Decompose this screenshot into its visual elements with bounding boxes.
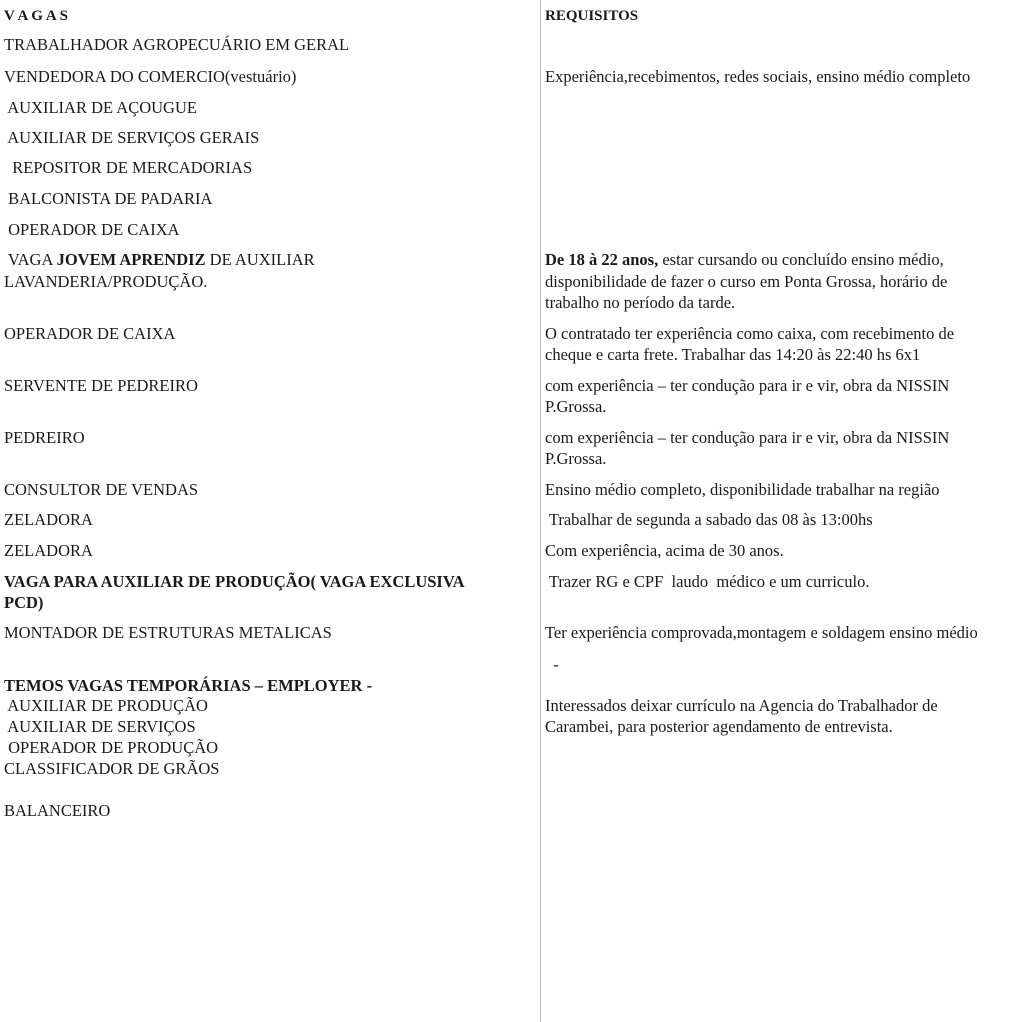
- requisito-text: estar cursando ou concluído ensino médio,: [658, 250, 944, 269]
- requisito-jovem-aprendiz: [545, 249, 1024, 270]
- requisito-item: Experiência,recebimentos, redes sociais, ensino médio completo: [545, 67, 971, 86]
- requisitos-header: REQUISITOS: [545, 8, 639, 24]
- vaga-item: VENDEDORA DO COMERCIO(vestuário): [4, 67, 297, 86]
- requisito-item: Com experiência, acima de 30 anos.: [545, 541, 784, 560]
- vaga-item: SERVENTE DE PEDREIRO: [4, 376, 198, 395]
- vaga-highlight: JOVEM APRENDIZ: [56, 250, 206, 269]
- requisito-item: com experiência – ter condução para ir e vir, obra da NISSIN: [545, 376, 950, 395]
- temporaria-item: AUXILIAR DE PRODUÇÃO: [4, 696, 208, 715]
- vaga-item: PEDREIRO: [4, 428, 85, 447]
- temporaria-item: OPERADOR DE PRODUÇÃO: [4, 738, 219, 757]
- vaga-text: VAGA: [4, 250, 57, 269]
- vaga-item: ZELADORA: [4, 541, 93, 560]
- requisito-item: Trabalhar de segunda a sabado das 08 às 13:00hs: [545, 510, 873, 529]
- interessados-line1: Interessados deixar currículo na Agencia do Trabalhador de: [545, 696, 938, 715]
- interessados-line2: Carambei, para posterior agendamento de entrevista.: [545, 717, 893, 736]
- vaga-text: DE AUXILIAR: [205, 250, 315, 269]
- requisito-line2: cheque e carta frete. Trabalhar das 14:20 às 22:40 hs 6x1: [545, 345, 921, 364]
- requisito-item: com experiência – ter condução para ir e vir, obra da NISSIN: [545, 428, 950, 447]
- balanceiro-item: BALANCEIRO: [4, 801, 111, 820]
- requisito-item: O contratado ter experiência como caixa, com recebimento de: [545, 324, 955, 343]
- vaga-item: ZELADORA: [4, 510, 93, 529]
- column-divider: [540, 0, 541, 1022]
- vagas-header: V A G A S: [4, 8, 68, 24]
- vaga-item-line2: LAVANDERIA/PRODUÇÃO.: [4, 272, 208, 291]
- requisito-line3: trabalho no período da tarde.: [545, 293, 736, 312]
- temporaria-item: AUXILIAR DE SERVIÇOS: [4, 717, 196, 736]
- vaga-item: OPERADOR DE CAIXA: [4, 324, 176, 343]
- vaga-item: OPERADOR DE CAIXA: [4, 220, 180, 239]
- vaga-item: BALCONISTA DE PADARIA: [4, 189, 213, 208]
- vaga-item: AUXILIAR DE SERVIÇOS GERAIS: [4, 128, 260, 147]
- vaga-pcd: VAGA PARA AUXILIAR DE PRODUÇÃO( VAGA EXCLUSIVA: [4, 572, 465, 591]
- requisito-highlight: De 18 à 22 anos,: [545, 250, 659, 269]
- requisito-item: Trazer RG e CPF laudo médico e um curriculo.: [545, 572, 870, 591]
- vaga-item: TRABALHADOR AGROPECUÁRIO EM GERAL: [4, 35, 350, 54]
- vaga-pcd-line2: PCD): [4, 593, 44, 612]
- vaga-item: MONTADOR DE ESTRUTURAS METALICAS: [4, 623, 332, 642]
- dash-mark: -: [545, 655, 559, 674]
- requisito-line2: P.Grossa.: [545, 397, 607, 416]
- requisito-line2: P.Grossa.: [545, 449, 607, 468]
- vaga-item: AUXILIAR DE AÇOUGUE: [4, 98, 197, 117]
- temporarias-title: TEMOS VAGAS TEMPORÁRIAS – EMPLOYER -: [4, 676, 373, 695]
- requisito-item: Ensino médio completo, disponibilidade trabalhar na região: [545, 480, 940, 499]
- temporaria-item: CLASSIFICADOR DE GRÃOS: [4, 759, 220, 778]
- vaga-jovem-aprendiz: [4, 249, 534, 270]
- vaga-item: CONSULTOR DE VENDAS: [4, 480, 199, 499]
- requisito-line2: disponibilidade de fazer o curso em Ponta Grossa, horário de: [545, 272, 948, 291]
- vaga-item: REPOSITOR DE MERCADORIAS: [4, 158, 253, 177]
- requisito-item: Ter experiência comprovada,montagem e soldagem ensino médio: [545, 623, 978, 642]
